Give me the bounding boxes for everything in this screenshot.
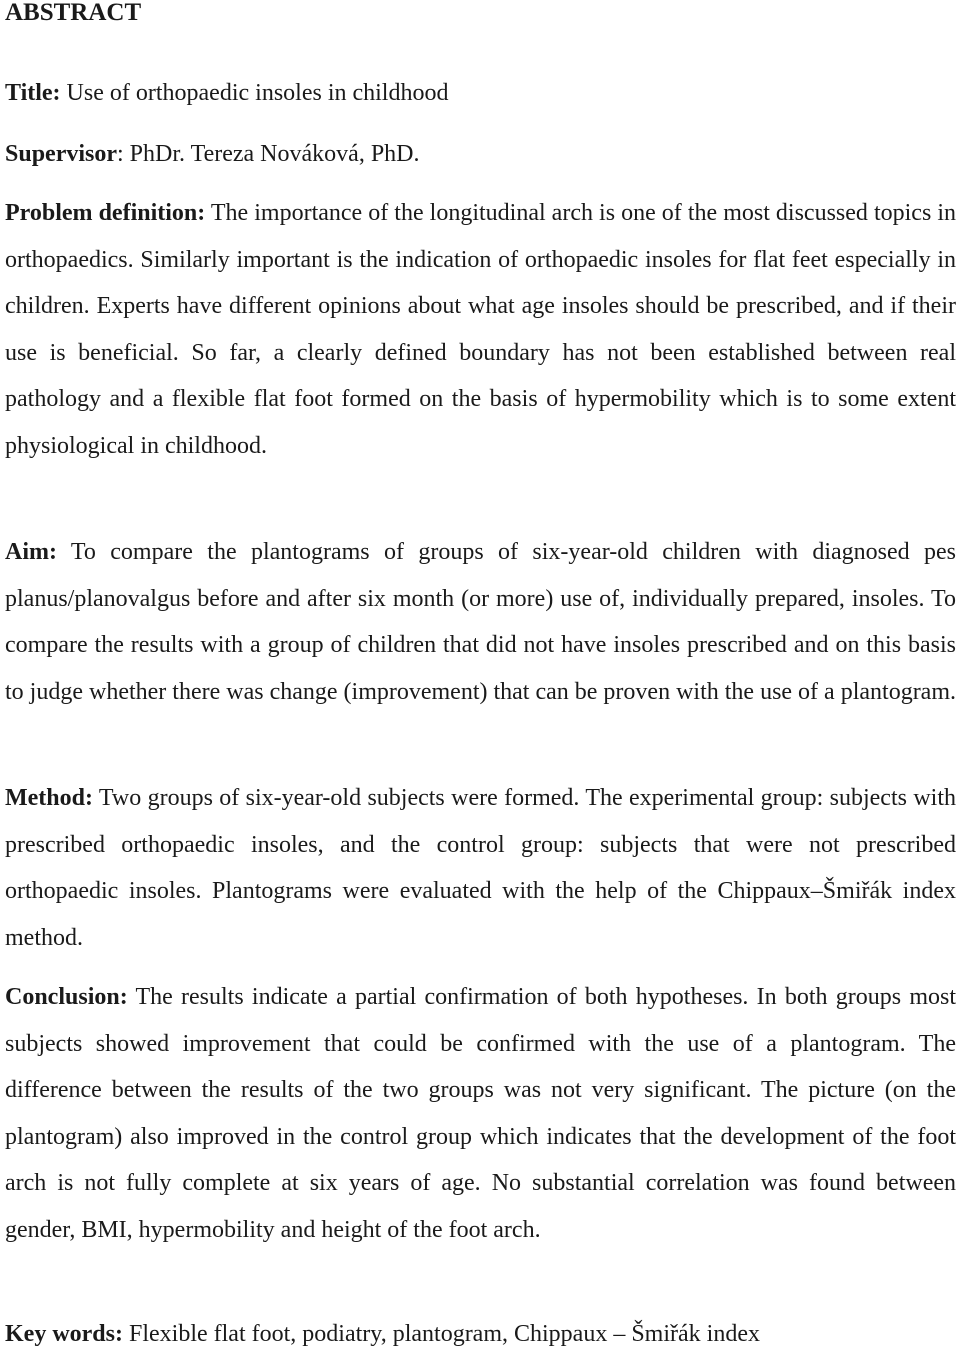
conclusion-text: The results indicate a partial confirmation of both hypotheses. In both groups most subjects showed improvement that could be confirmed with the use of a plantogram. The difference between the results of the two groups was not very significant. The picture (on the plantogram) also improved in the control group which indicates that the development of the foot arch is not fully complete at six years of age. No substantial correlation was found between gender, BMI, hypermobility and height of the foot arch. <box>5 984 956 1243</box>
method-paragraph <box>5 775 956 961</box>
problem-definition-text: The importance of the longitudinal arch is one of the most discussed topics in orthopaedics. Similarly important is the indication of orthopaedic insoles for flat feet especially in children. Experts have different opinions about what age insoles should be prescribed, and if their use is beneficial. So far, a clearly defined boundary has not been established between real pathology and a flexible flat foot formed on the basis of hypermobility which is to some extent physiological in childhood. <box>5 200 956 459</box>
title-line <box>5 70 448 117</box>
method-label: Method: <box>5 785 93 811</box>
method-text: Two groups of six-year-old subjects were formed. The experimental group: subjects with prescribed orthopaedic insoles, and the control group: subjects that were not prescribed orthopaedic insoles. Plantograms were evaluated with the help of the Chippaux–Šmiřák index method. <box>5 785 956 951</box>
conclusion-label: Conclusion: <box>5 984 128 1010</box>
keywords-label: Key words: <box>5 1321 123 1347</box>
aim-text: To compare the plantograms of groups of six-year-old children with diagnosed pes planus/planovalgus before and after six month (or more) use of, individually prepared, insoles. To compare the results with a group of children that did not have insoles prescribed and on this basis to judge whether there was change (improvement) that can be proven with the use of a plantogram. <box>5 539 956 705</box>
keywords-line <box>5 1311 760 1358</box>
problem-definition-paragraph <box>5 190 956 469</box>
conclusion-paragraph <box>5 974 956 1253</box>
aim-label: Aim: <box>5 539 57 565</box>
title-label: Title: <box>5 80 61 106</box>
aim-paragraph <box>5 529 956 715</box>
supervisor-label: Supervisor <box>5 141 118 167</box>
abstract-heading: ABSTRACT <box>5 0 142 26</box>
keywords-text: Flexible flat foot, podiatry, plantogram, Chippaux – Šmiřák index <box>122 1321 760 1347</box>
problem-definition-label: Problem definition: <box>5 200 206 226</box>
supervisor-line <box>5 131 420 178</box>
title-text: Use of orthopaedic insoles in childhood <box>60 80 449 106</box>
supervisor-text: : PhDr. Tereza Nováková, PhD. <box>117 141 420 167</box>
